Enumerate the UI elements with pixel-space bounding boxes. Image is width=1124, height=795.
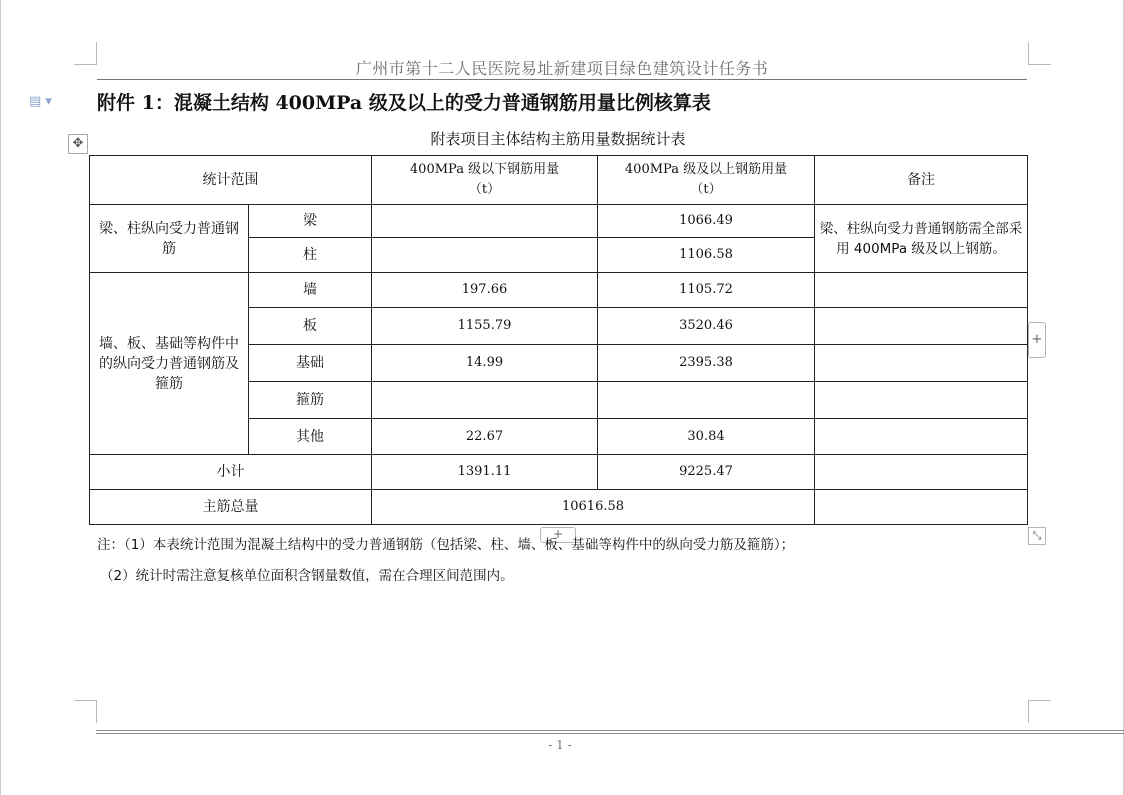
row-below-value: 197.66 xyxy=(372,273,598,308)
move-icon[interactable]: ✥ xyxy=(68,134,88,154)
row-below-value: 1155.79 xyxy=(372,308,598,345)
table-row xyxy=(90,273,1028,308)
table-caption: 附表项目主体结构主筋用量数据统计表 xyxy=(430,130,686,148)
document-icon[interactable]: ▤ ▾ xyxy=(29,94,52,109)
footer-rule xyxy=(96,733,1124,734)
table-header-row xyxy=(90,156,1028,205)
row-item: 墙 xyxy=(249,273,372,308)
crop-mark-bottom-left xyxy=(74,700,97,723)
subtotal-remark xyxy=(815,455,1028,490)
row-item: 基础 xyxy=(249,345,372,382)
crop-mark-bottom-right xyxy=(1028,700,1051,723)
rebar-usage-table xyxy=(89,155,1028,525)
row-remark xyxy=(815,382,1028,419)
subtotal-above-value: 9225.47 xyxy=(598,455,815,490)
row-below-value: 22.67 xyxy=(372,419,598,455)
row-item: 梁 xyxy=(249,205,372,238)
note-1: 注：（1）本表统计范围为混凝土结构中的受力普通钢筋（包括梁、柱、墙、板、基础等构件中的纵向受力筋及箍筋）； xyxy=(97,537,795,553)
subtotal-label: 小计 xyxy=(90,455,372,490)
header-above-400-line2: （t） xyxy=(690,182,722,197)
row-item: 其他 xyxy=(249,419,372,455)
total-value: 10616.58 xyxy=(372,490,815,525)
table-row xyxy=(90,205,1028,238)
row-below-value xyxy=(372,238,598,273)
row-remark xyxy=(815,308,1028,345)
row-item: 板 xyxy=(249,308,372,345)
page-edge-left xyxy=(0,0,1,795)
row-remark xyxy=(815,419,1028,455)
subtotal-below-value: 1391.11 xyxy=(372,455,598,490)
row-above-value: 2395.38 xyxy=(598,345,815,382)
row-above-value: 30.84 xyxy=(598,419,815,455)
header-below-400-line2: （t） xyxy=(468,182,501,197)
crop-mark-top-left xyxy=(74,42,97,65)
add-column-right-button[interactable]: + xyxy=(1028,322,1046,358)
row-above-value: 3520.46 xyxy=(598,308,815,345)
total-label: 主筋总量 xyxy=(90,490,372,525)
header-above-400-line1: 400MPa 级及以上钢筋用量 xyxy=(624,162,788,177)
row-above-value xyxy=(598,382,815,419)
crop-mark-top-right xyxy=(1028,42,1051,65)
page-number: - 1 - xyxy=(548,738,572,752)
row-below-value: 14.99 xyxy=(372,345,598,382)
footer-rule xyxy=(96,730,1124,731)
note-2: （2）统计时需注意复核单位面积含钢量数值，需在合理区间范围内。 xyxy=(100,568,514,584)
group2-label: 墙、板、基础等构件中的纵向受力普通钢筋及箍筋 xyxy=(90,273,249,455)
subtotal-row xyxy=(90,455,1028,490)
total-remark xyxy=(815,490,1028,525)
header-scope: 统计范围 xyxy=(90,156,372,205)
row-item: 箍筋 xyxy=(249,382,372,419)
group1-remark: 梁、柱纵向受力普通钢筋需全部采用 400MPa 级及以上钢筋。 xyxy=(815,205,1028,273)
row-above-value: 1105.72 xyxy=(598,273,815,308)
header-below-400 xyxy=(372,156,598,205)
header-below-400-line1: 400MPa 级以下钢筋用量 xyxy=(409,162,560,177)
row-remark xyxy=(815,273,1028,308)
add-row-below-button[interactable]: + xyxy=(540,527,576,543)
row-below-value xyxy=(372,205,598,238)
row-above-value: 1106.58 xyxy=(598,238,815,273)
row-item: 柱 xyxy=(249,238,372,273)
header-rule xyxy=(97,79,1027,80)
header-remark: 备注 xyxy=(815,156,1028,205)
row-below-value xyxy=(372,382,598,419)
group1-label: 梁、柱纵向受力普通钢筋 xyxy=(90,205,249,273)
row-remark xyxy=(815,345,1028,382)
page-header-title: 广州市第十二人民医院易址新建项目绿色建筑设计任务书 xyxy=(355,59,769,78)
header-above-400 xyxy=(598,156,815,205)
total-row xyxy=(90,490,1028,525)
annex-title: 附件 1：混凝土结构 400MPa 级及以上的受力普通钢筋用量比例核算表 xyxy=(97,92,711,114)
resize-icon[interactable]: ⤡ xyxy=(1028,527,1046,545)
row-above-value: 1066.49 xyxy=(598,205,815,238)
